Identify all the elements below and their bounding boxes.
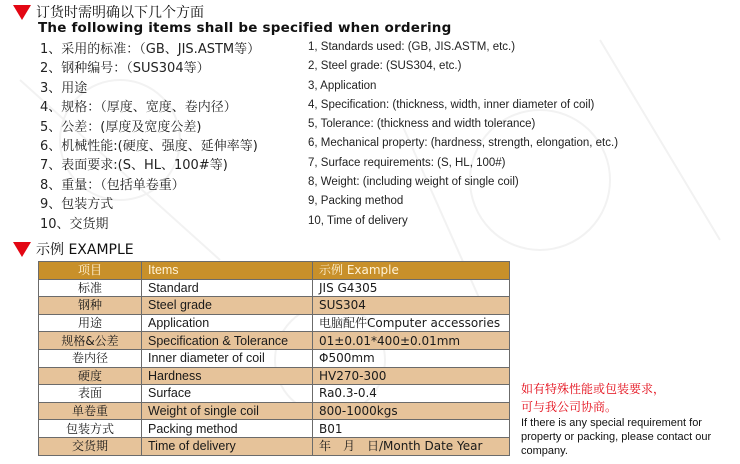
table-cell: B01 (313, 420, 510, 438)
list-item: 2、钢种编号：（SUS304等） (40, 61, 210, 77)
example-table (38, 261, 510, 456)
table-cell: 交货期 (39, 437, 142, 455)
table-cell: Specification & Tolerance (142, 332, 313, 350)
table-cell: 单卷重 (39, 402, 142, 420)
list-item: 6, Mechanical property: (hardness, strength, elongation, etc.) (308, 137, 619, 150)
table-cell: 表面 (39, 385, 142, 403)
list-item: 1、采用的标准：（GB、JIS.ASTM等） (40, 42, 261, 57)
order-items-en (308, 38, 618, 231)
table-cell: HV270-300 (313, 367, 510, 385)
table-cell: Application (142, 314, 313, 332)
list-item: 4, Specification: (thickness, width, inner diameter of coil) (308, 98, 595, 111)
order-title-cn: 订货时需明确以下几个方面 (36, 5, 204, 21)
table-row (39, 279, 510, 297)
table-cell: 800-1000kgs (313, 402, 510, 420)
table-cell: 硬度 (39, 367, 142, 385)
table-row (39, 297, 510, 315)
list-item: 5, Tolerance: (thickness and width tolerance) (308, 118, 536, 131)
list-item: 2, Steel grade: (SUS304, etc.) (308, 60, 462, 73)
table-header-cell: 项目 (39, 262, 142, 280)
table-row (39, 367, 510, 385)
list-item: 8、重量：（包括单卷重） (40, 177, 185, 193)
table-cell: 年 月 日/Month Date Year (313, 437, 510, 455)
table-cell: 钢种 (39, 297, 142, 315)
special-requirement-note-cn: 如有特殊性能或包装要求， (521, 382, 666, 396)
table-cell: Standard (142, 279, 313, 297)
list-item: 9, Packing method (308, 195, 404, 208)
table-header-cell: Items (142, 262, 313, 280)
table-cell: Surface (142, 385, 313, 403)
table-cell: 卷内径 (39, 349, 142, 367)
list-item: 5、公差：(厚度及宽度公差) (40, 119, 202, 135)
table-row (39, 385, 510, 403)
section-marker-icon (13, 242, 31, 257)
table-cell: Ra0.3-0.4 (313, 385, 510, 403)
list-item: 7、表面要求:(S、HL、100#等) (40, 158, 228, 174)
list-item: 4、规格：（厚度、宽度、卷内径） (40, 100, 237, 116)
order-title-en: The following items shall be specified when ordering (38, 20, 452, 36)
list-item: 1, Standards used: (GB, JIS.ASTM, etc.) (308, 41, 516, 53)
table-row (39, 349, 510, 367)
list-item: 7, Surface requirements: (S, HL, 100#) (308, 156, 506, 169)
table-cell: SUS304 (313, 297, 510, 315)
table-row (39, 314, 510, 332)
order-items-cn (40, 40, 260, 234)
table-cell: 包装方式 (39, 420, 142, 438)
table-cell: 电脑配件Computer accessories (313, 314, 510, 332)
special-requirement-note-cn: 可与我公司协商。 (521, 400, 618, 414)
table-cell: Hardness (142, 367, 313, 385)
list-item: 3, Application (308, 79, 377, 92)
special-requirement-note-en: If there is any special requirement for property or packing, please contact our company. (521, 417, 712, 458)
table-cell: 01±0.01*400±0.01mm (313, 332, 510, 350)
table-cell: Φ500mm (313, 349, 510, 367)
table-cell: Inner diameter of coil (142, 349, 313, 367)
list-item: 8, Weight: (including weight of single coil) (308, 176, 519, 189)
table-row (39, 332, 510, 350)
section-marker-icon (13, 5, 31, 20)
table-header-cell: 示例 Example (313, 262, 510, 280)
table-cell: Weight of single coil (142, 402, 313, 420)
table-cell: Packing method (142, 420, 313, 438)
table-cell: 用途 (39, 314, 142, 332)
table-cell: 标准 (39, 279, 142, 297)
table-cell: Steel grade (142, 297, 313, 315)
example-title: 示例 EXAMPLE (36, 242, 134, 258)
table-row (39, 437, 510, 455)
table-cell: Time of delivery (142, 437, 313, 455)
table-row (39, 420, 510, 438)
list-item: 9、包装方式 (40, 197, 114, 213)
list-item: 10、交货期 (40, 216, 109, 232)
list-item: 10, Time of delivery (308, 214, 408, 227)
table-cell: JIS G4305 (313, 279, 510, 297)
list-item: 3、用途 (40, 80, 88, 96)
list-item: 6、机械性能:(硬度、强度、延伸率等) (40, 138, 258, 154)
table-cell: 规格&公差 (39, 332, 142, 350)
table-header-row (39, 262, 510, 280)
table-row (39, 402, 510, 420)
